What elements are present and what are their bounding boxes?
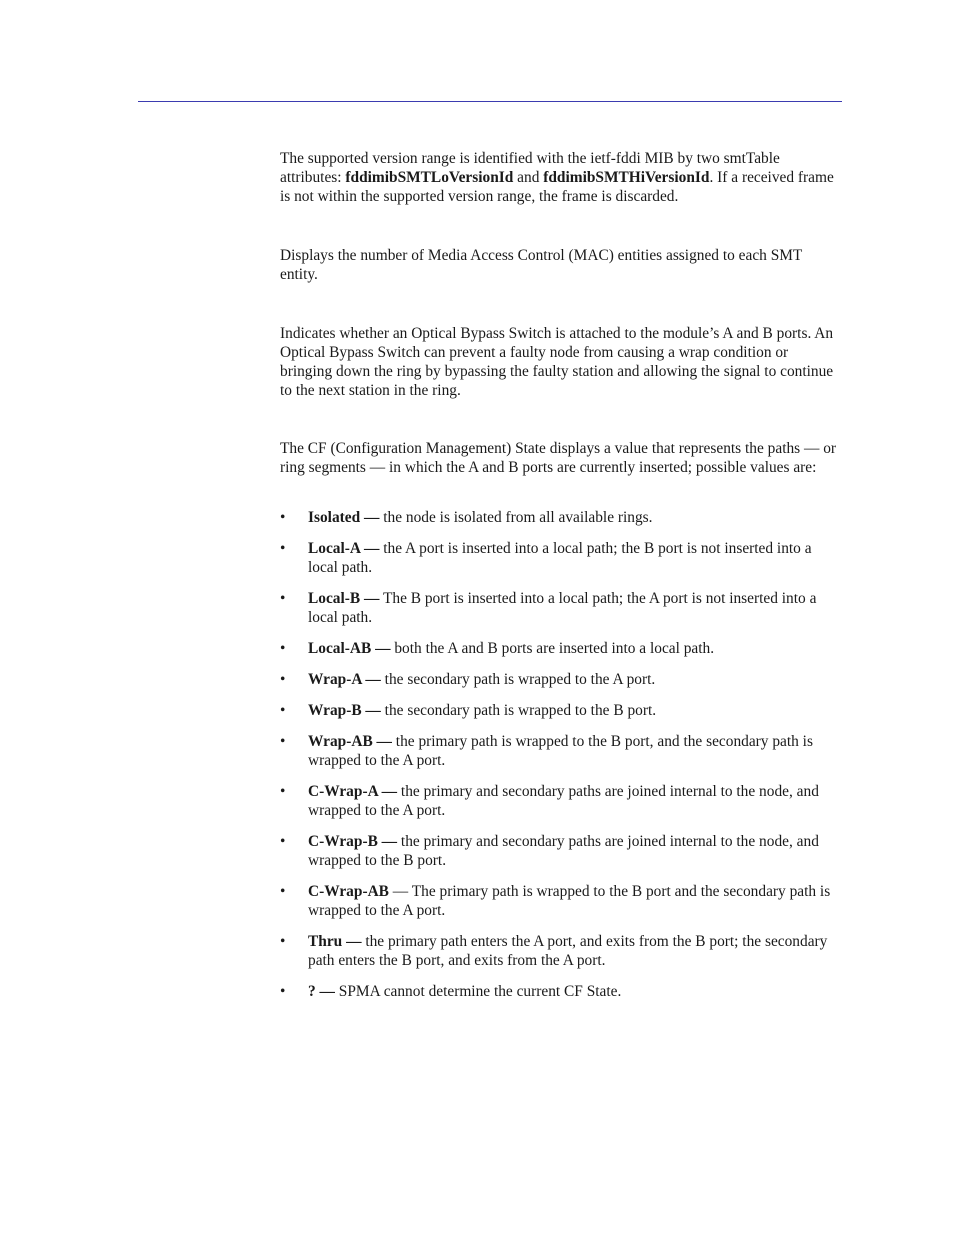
lo-version-attribute: fddimibSMTLoVersionId xyxy=(345,169,514,186)
list-item-term: Local-AB — xyxy=(308,640,391,657)
list-item-description: The B port is inserted into a local path; the A port is not inserted into a local path. xyxy=(308,590,817,626)
list-item xyxy=(280,508,842,527)
bullet-icon: • xyxy=(280,733,286,750)
list-item-description: both the A and B ports are inserted into a local path. xyxy=(390,640,715,657)
list-item-description: the primary and secondary paths are joined internal to the node, and wrapped to the B port. xyxy=(308,833,819,869)
list-item xyxy=(280,882,842,920)
bullet-icon: • xyxy=(280,640,286,657)
version-range-paragraph xyxy=(280,149,842,206)
bullet-icon: • xyxy=(280,983,286,1000)
list-item-description: — The primary path is wrapped to the B port and the secondary path is wrapped to the A port. xyxy=(308,883,831,919)
list-item xyxy=(280,539,842,577)
list-item xyxy=(280,639,842,658)
list-item-description: the secondary path is wrapped to the A port. xyxy=(380,671,656,688)
list-item-term: Thru — xyxy=(308,933,362,950)
list-item-description: the primary path is wrapped to the B port, and the secondary path is wrapped to the A port. xyxy=(308,733,813,769)
list-item-term: Isolated — xyxy=(308,509,380,526)
list-item-description: the node is isolated from all available rings. xyxy=(379,509,653,526)
list-item-term: Wrap-B — xyxy=(308,702,381,719)
list-item xyxy=(280,732,842,770)
list-item-term: Local-A — xyxy=(308,540,380,557)
list-item-term: Wrap-AB — xyxy=(308,733,392,750)
list-item-description: the primary path enters the A port, and exits from the B port; the secondary path enters the B port, and exits from the A port. xyxy=(308,933,828,969)
list-item-description: SPMA cannot determine the current CF State. xyxy=(334,983,622,1000)
list-item xyxy=(280,701,842,720)
bullet-icon: • xyxy=(280,933,286,950)
para-text: and xyxy=(513,169,544,186)
list-item xyxy=(280,832,842,870)
hi-version-attribute: fddimibSMTHiVersionId xyxy=(543,169,710,186)
list-item-term: Wrap-A — xyxy=(308,671,381,688)
header-rule xyxy=(138,101,842,102)
bullet-icon: • xyxy=(280,783,286,800)
list-item-description: the A port is inserted into a local path; the B port is not inserted into a local path. xyxy=(308,540,812,576)
list-item-term: C-Wrap-A — xyxy=(308,783,398,800)
bullet-icon: • xyxy=(280,671,286,688)
list-item-term: Local-B — xyxy=(308,590,380,607)
bullet-icon: • xyxy=(280,702,286,719)
list-item-description: the primary and secondary paths are joined internal to the node, and wrapped to the A port. xyxy=(308,783,819,819)
list-item xyxy=(280,589,842,627)
list-item-term: C-Wrap-AB xyxy=(308,883,389,900)
para-text: The supported version range is identified with the ietf-fddi MIB by two smtTable attributes: xyxy=(280,150,780,186)
bullet-icon: • xyxy=(280,509,286,526)
list-item-description: the secondary path is wrapped to the B port. xyxy=(380,702,657,719)
list-item xyxy=(280,782,842,820)
cf-state-paragraph: The CF (Configuration Management) State displays a value that represents the paths — or ring segments — in which the A and B ports are currently inserted; possible values are: xyxy=(280,440,837,476)
para-text: . If a received frame is not within the supported version range, the frame is discarded. xyxy=(280,169,834,205)
cf-state-values-list xyxy=(280,508,842,1013)
bullet-icon: • xyxy=(280,540,286,557)
list-item-term: C-Wrap-B — xyxy=(308,833,398,850)
mac-count-paragraph: Displays the number of Media Access Control (MAC) entities assigned to each SMT entity. xyxy=(280,247,803,283)
bullet-icon: • xyxy=(280,883,286,900)
list-item xyxy=(280,982,842,1001)
bullet-icon: • xyxy=(280,833,286,850)
list-item-term: ? — xyxy=(308,983,335,1000)
list-item xyxy=(280,932,842,970)
optical-bypass-paragraph: Indicates whether an Optical Bypass Switch is attached to the module’s A and B ports. An Optical Bypass Switch can prevent a faulty node from causing a wrap condition or bringing down the ring by bypassing the faulty station and allowing the signal to continue to the next station in the ring. xyxy=(280,325,834,399)
list-item xyxy=(280,670,842,689)
bullet-icon: • xyxy=(280,590,286,607)
